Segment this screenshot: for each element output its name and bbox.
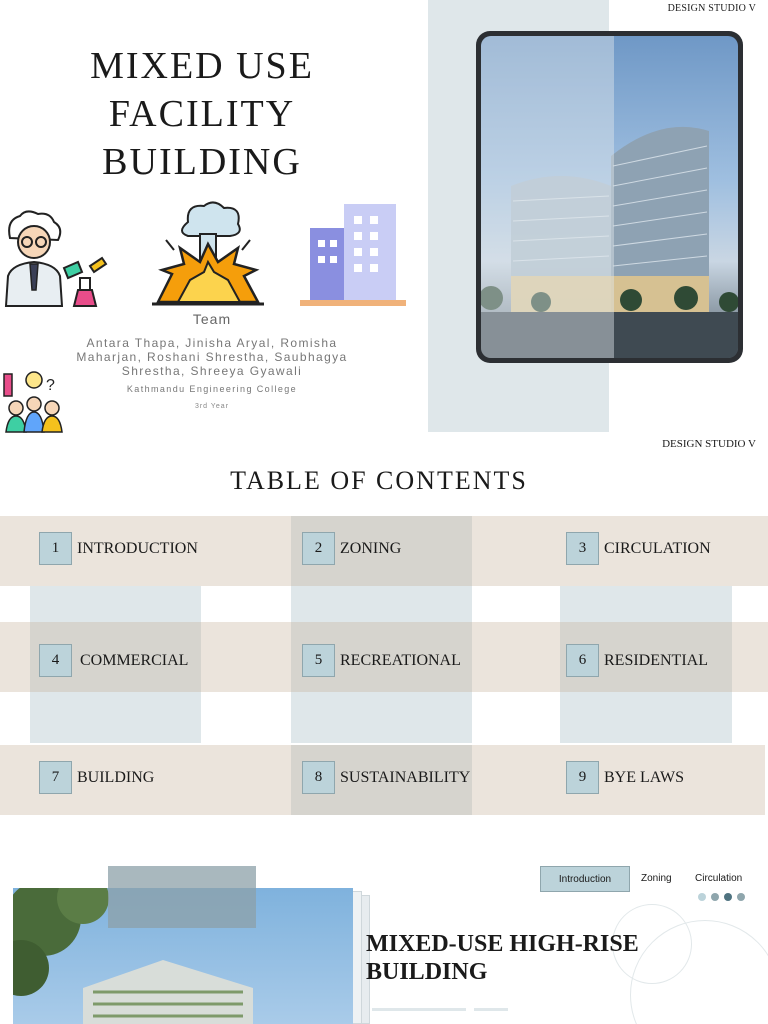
svg-text:?: ? [46, 377, 55, 394]
team-members: Antara Thapa, Jinisha Aryal, Romisha Maharjan, Roshani Shrestha, Saubhagya Shrestha, Shreeya Gyawali [76, 336, 348, 378]
scientist-icon [2, 210, 110, 310]
team-heading: Team [192, 311, 232, 327]
toc-label: INTRODUCTION [77, 539, 198, 557]
toc-number: 3 [566, 532, 599, 565]
design-studio-label: DESIGN STUDIO V [667, 3, 756, 14]
toc-number: 8 [302, 761, 335, 794]
toc-label: SUSTAINABILITY [340, 768, 471, 786]
toc-label: CIRCULATION [604, 539, 711, 557]
design-studio-label-2: DESIGN STUDIO V [662, 438, 756, 450]
toc-item-commercial[interactable] [39, 644, 188, 677]
explosion-icon [152, 200, 264, 308]
college-name: Kathmandu Engineering College [126, 384, 298, 394]
buildings-icon [300, 200, 406, 310]
tablet-mockup [476, 31, 743, 363]
toc-title: TABLE OF CONTENTS [230, 466, 528, 495]
title-underline-1 [372, 1008, 466, 1011]
team-icon [2, 368, 66, 434]
tablet-overlay-strip [481, 36, 614, 358]
year-label: 3rd Year [194, 403, 230, 410]
toc-number: 2 [302, 532, 335, 565]
nav-circulation-link[interactable]: Circulation [695, 873, 743, 884]
toc-item-circulation[interactable] [566, 532, 711, 565]
nav-introduction-button[interactable]: Introduction [540, 866, 630, 892]
pagination-dot-active[interactable] [724, 893, 732, 901]
toc-number: 1 [39, 532, 72, 565]
toc-item-bye-laws[interactable] [566, 761, 684, 794]
toc-item-sustainability[interactable] [302, 761, 470, 794]
title-line-3: BUILDING [102, 141, 302, 183]
toc-label: COMMERCIAL [80, 651, 189, 669]
toc-item-building[interactable] [39, 761, 154, 794]
title-line-1: MIXED USE [90, 45, 314, 87]
toc-label: RECREATIONAL [340, 651, 461, 669]
pagination-dot[interactable] [737, 893, 745, 901]
toc-label: BUILDING [77, 768, 155, 786]
slide-title-line-2: BUILDING [366, 959, 488, 985]
toc-number: 9 [566, 761, 599, 794]
nav-zoning-link[interactable]: Zoning [641, 873, 672, 884]
title-underline-2 [474, 1008, 508, 1011]
toc-number: 7 [39, 761, 72, 794]
pagination-dot[interactable] [698, 893, 706, 901]
toc-number: 6 [566, 644, 599, 677]
toc-label: BYE LAWS [604, 768, 685, 786]
building-render-image [481, 36, 738, 358]
toc-number: 4 [39, 644, 72, 677]
slide-title [366, 930, 639, 986]
toc-item-introduction[interactable] [39, 532, 198, 565]
presentation-title [62, 42, 342, 186]
pagination-dot[interactable] [711, 893, 719, 901]
toc-item-residential[interactable] [566, 644, 708, 677]
photo-overlay-block [108, 866, 256, 928]
toc-item-recreational[interactable] [302, 644, 461, 677]
toc-label: ZONING [340, 539, 402, 557]
slide-pagination [698, 893, 745, 901]
slide-title-line-1: MIXED-USE HIGH-RISE [366, 931, 639, 957]
toc-label: RESIDENTIAL [604, 651, 708, 669]
title-line-2: FACILITY [108, 93, 296, 135]
toc-number: 5 [302, 644, 335, 677]
toc-item-zoning[interactable] [302, 532, 401, 565]
